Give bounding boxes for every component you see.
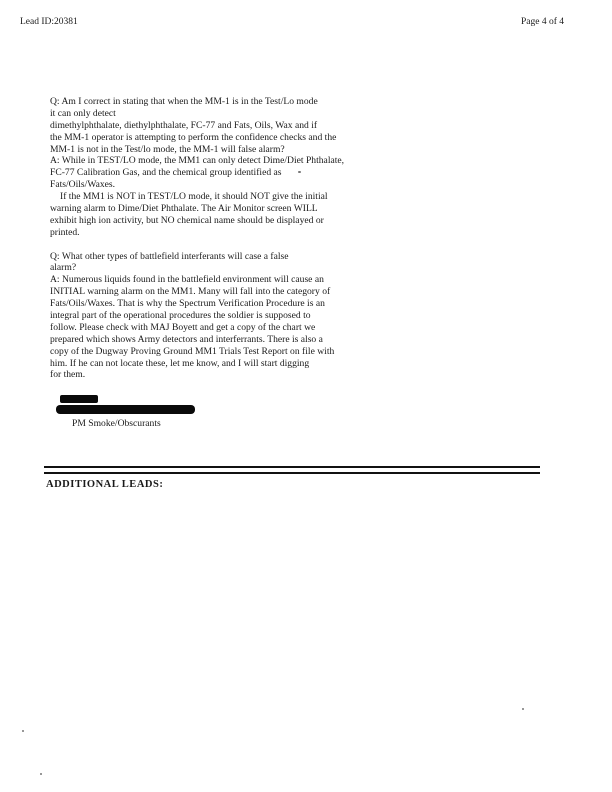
body-line: Fats/Oils/Waxes. That is why the Spectrum Verification Procedure is an: [50, 298, 325, 310]
document-body: [50, 96, 344, 381]
scan-speck: [298, 171, 301, 173]
body-line: MM-1 is not in the Test/lo mode, the MM-1 will false alarm?: [50, 143, 285, 155]
lead-id: Lead ID:20381: [20, 17, 78, 27]
body-line: warning alarm to Dime/Diet Phthalate. The Air Monitor screen WILL: [50, 203, 318, 215]
scan-speck: [22, 730, 24, 732]
body-line: follow. Please check with MAJ Boyett and get a copy of the chart we: [50, 321, 316, 333]
scan-speck: [522, 708, 524, 710]
page-number: Page 4 of 4: [521, 17, 565, 27]
body-line: for them.: [50, 369, 86, 381]
body-line: Q: Am I correct in stating that when the MM-1 is in the Test/Lo mode: [50, 96, 318, 107]
body-line: integral part of the operational procedures the soldier is supposed to: [50, 310, 311, 322]
body-line: printed.: [50, 226, 80, 238]
body-line: the MM-1 operator is attempting to perform the confidence checks and the: [50, 131, 337, 143]
section-divider-bottom: [44, 472, 540, 474]
scan-speck: [40, 773, 42, 775]
body-line: alarm?: [50, 262, 77, 274]
body-line: Fats/Oils/Waxes.: [50, 179, 116, 191]
additional-leads-heading: ADDITIONAL LEADS:: [46, 479, 164, 490]
body-line: Q: What other types of battlefield interferants will case a false: [50, 250, 289, 262]
body-line: copy of the Dugway Proving Ground MM1 Trials Test Report on file with: [50, 345, 335, 357]
section-divider-top: [44, 466, 540, 468]
body-line: A: While in TEST/LO mode, the MM1 can only detect Dime/Diet Phthalate,: [50, 155, 345, 167]
body-line: If the MM1 is NOT in TEST/LO mode, it should NOT give the initial: [60, 191, 328, 203]
signature-title: PM Smoke/Obscurants: [72, 418, 161, 429]
body-line: it can only detect: [50, 107, 116, 119]
body-line: FC-77 Calibration Gas, and the chemical group identified as: [50, 167, 282, 179]
paragraph-gap: [50, 239, 344, 251]
redaction-bar-name: [60, 395, 98, 403]
body-line: prepared which shows Army detectors and interferrants. There is also a: [50, 333, 323, 345]
redaction-bar-signature: [56, 405, 195, 414]
body-line: exhibit high ion activity, but NO chemical name should be displayed or: [50, 214, 324, 226]
body-line: dimethylphthalate, diethylphthalate, FC-77 and Fats, Oils, Wax and if: [50, 119, 318, 131]
body-line: A: Numerous liquids found in the battlefield environment will cause an: [50, 274, 324, 286]
body-line: him. If he can not locate these, let me know, and I will start digging: [50, 357, 310, 369]
body-line: INITIAL warning alarm on the MM1. Many will fall into the category of: [50, 286, 331, 298]
